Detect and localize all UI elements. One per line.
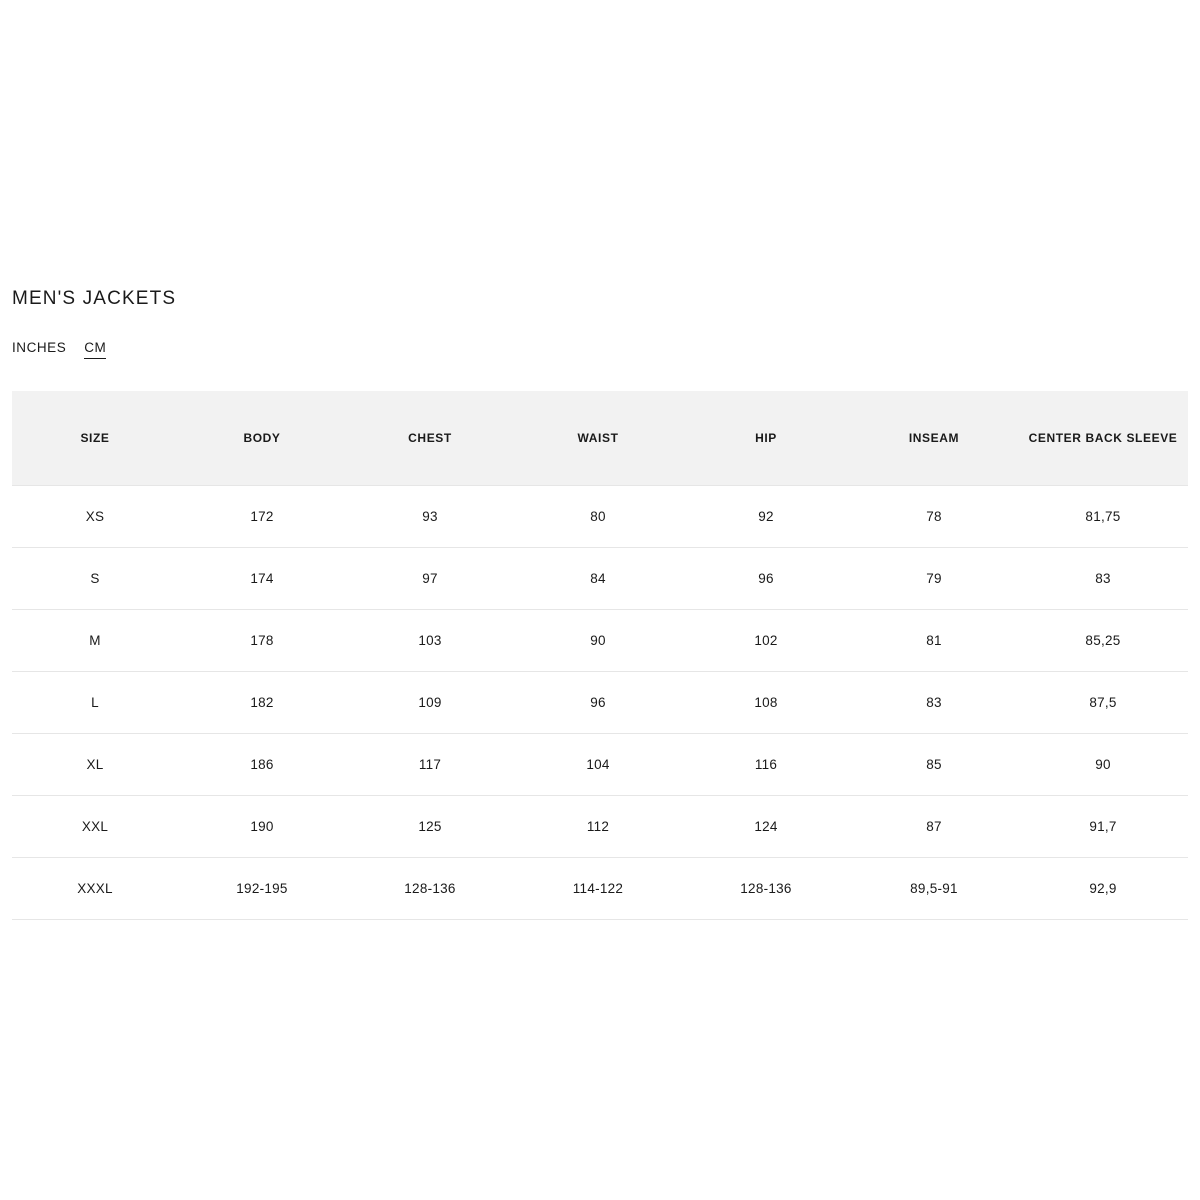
- column-header-chest: CHEST: [346, 391, 514, 486]
- cell-hip: 108: [682, 672, 850, 734]
- cell-inseam: 83: [850, 672, 1018, 734]
- cell-body: 174: [178, 548, 346, 610]
- cell-body: 178: [178, 610, 346, 672]
- cell-size: XXL: [12, 796, 178, 858]
- cell-body: 192-195: [178, 858, 346, 920]
- cell-chest: 93: [346, 486, 514, 548]
- cell-size: L: [12, 672, 178, 734]
- cell-body: 172: [178, 486, 346, 548]
- table-row: [12, 548, 1188, 610]
- table-row: [12, 672, 1188, 734]
- cell-size: XL: [12, 734, 178, 796]
- cell-hip: 96: [682, 548, 850, 610]
- column-header-center-back-sleeve: CENTER BACK SLEEVE: [1018, 391, 1188, 486]
- cell-hip: 128-136: [682, 858, 850, 920]
- cell-center-back-sleeve: 83: [1018, 548, 1188, 610]
- unit-option-inches[interactable]: INCHES: [12, 340, 67, 355]
- cell-inseam: 87: [850, 796, 1018, 858]
- column-header-size: SIZE: [12, 391, 178, 486]
- cell-hip: 116: [682, 734, 850, 796]
- cell-hip: 92: [682, 486, 850, 548]
- table-row: [12, 796, 1188, 858]
- cell-body: 186: [178, 734, 346, 796]
- column-header-inseam: INSEAM: [850, 391, 1018, 486]
- cell-size: XS: [12, 486, 178, 548]
- cell-chest: 97: [346, 548, 514, 610]
- size-table-body: [12, 486, 1188, 920]
- table-row: [12, 610, 1188, 672]
- cell-center-back-sleeve: 87,5: [1018, 672, 1188, 734]
- column-header-waist: WAIST: [514, 391, 682, 486]
- cell-waist: 114-122: [514, 858, 682, 920]
- cell-chest: 103: [346, 610, 514, 672]
- size-table-head: [12, 391, 1188, 486]
- cell-waist: 90: [514, 610, 682, 672]
- cell-inseam: 79: [850, 548, 1018, 610]
- cell-chest: 128-136: [346, 858, 514, 920]
- size-chart-content: [12, 288, 1188, 920]
- cell-inseam: 78: [850, 486, 1018, 548]
- size-table: [12, 391, 1188, 920]
- cell-waist: 104: [514, 734, 682, 796]
- table-row: [12, 734, 1188, 796]
- cell-chest: 109: [346, 672, 514, 734]
- column-header-body: BODY: [178, 391, 346, 486]
- cell-hip: 124: [682, 796, 850, 858]
- cell-body: 190: [178, 796, 346, 858]
- cell-center-back-sleeve: 91,7: [1018, 796, 1188, 858]
- cell-hip: 102: [682, 610, 850, 672]
- cell-inseam: 89,5-91: [850, 858, 1018, 920]
- cell-chest: 117: [346, 734, 514, 796]
- cell-center-back-sleeve: 90: [1018, 734, 1188, 796]
- cell-chest: 125: [346, 796, 514, 858]
- cell-waist: 112: [514, 796, 682, 858]
- cell-waist: 96: [514, 672, 682, 734]
- cell-center-back-sleeve: 85,25: [1018, 610, 1188, 672]
- cell-inseam: 85: [850, 734, 1018, 796]
- cell-center-back-sleeve: 81,75: [1018, 486, 1188, 548]
- cell-inseam: 81: [850, 610, 1018, 672]
- cell-size: M: [12, 610, 178, 672]
- column-header-hip: HIP: [682, 391, 850, 486]
- table-header-row: [12, 391, 1188, 486]
- page-title: MEN'S JACKETS: [12, 288, 177, 309]
- cell-size: XXXL: [12, 858, 178, 920]
- cell-waist: 84: [514, 548, 682, 610]
- cell-body: 182: [178, 672, 346, 734]
- cell-waist: 80: [514, 486, 682, 548]
- table-row: [12, 858, 1188, 920]
- cell-center-back-sleeve: 92,9: [1018, 858, 1188, 920]
- table-row: [12, 486, 1188, 548]
- unit-toggle: [12, 340, 1188, 359]
- unit-option-cm[interactable]: CM: [84, 340, 106, 359]
- cell-size: S: [12, 548, 178, 610]
